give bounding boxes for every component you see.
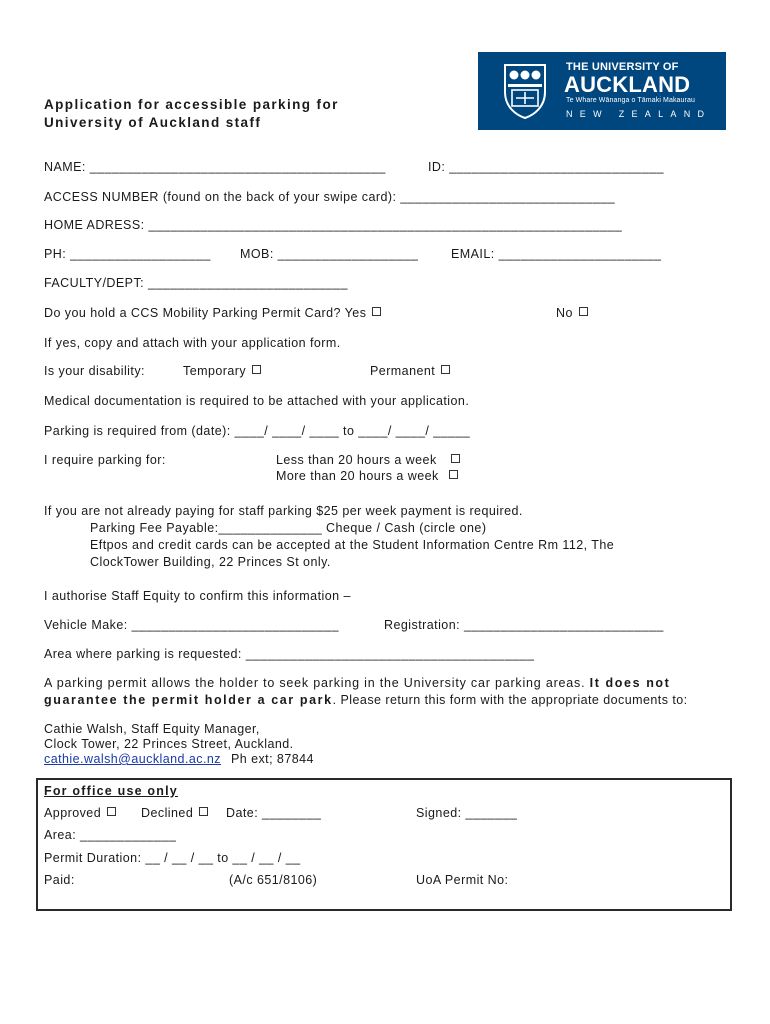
page-title — [44, 96, 444, 132]
contact-line — [44, 752, 314, 766]
permit-note-line-1 — [44, 676, 670, 690]
disability-temporary — [183, 364, 261, 378]
permit-note-text-2: . Please return this form with the appropriate documents to: — [332, 693, 688, 707]
faculty-field[interactable]: FACULTY/DEPT: ___________________________ — [44, 276, 348, 290]
office-signed-field[interactable]: Signed: _______ — [416, 806, 518, 820]
ccs-no-label: No — [556, 306, 573, 320]
more-than-20-checkbox[interactable] — [449, 470, 458, 479]
permanent-label: Permanent — [370, 364, 436, 378]
payment-line-3: Eftpos and credit cards can be accepted at the Student Information Centre Rm 112, The — [90, 538, 615, 552]
payment-line-1: If you are not already paying for staff parking $25 per week payment is required. — [44, 504, 523, 518]
declined-checkbox[interactable] — [199, 807, 208, 816]
more-than-20-label: More than 20 hours a week — [276, 469, 439, 483]
contact-phone: Ph ext; 87844 — [230, 752, 314, 766]
contact-address: Clock Tower, 22 Princes Street, Auckland. — [44, 737, 294, 751]
payment-line-4: ClockTower Building, 22 Princes St only. — [90, 555, 331, 569]
logo-line-1: THE UNIVERSITY OF — [566, 61, 679, 73]
contact-email-link[interactable]: cathie.walsh@auckland.ac.nz — [44, 752, 222, 766]
less-than-20-option — [276, 453, 460, 467]
attach-instruction: If yes, copy and attach with your application form. — [44, 336, 341, 350]
ccs-yes-checkbox[interactable] — [372, 307, 381, 316]
disability-permanent — [370, 364, 450, 378]
parking-area-field[interactable]: Area where parking is requested: _______________________________________ — [44, 647, 535, 661]
less-than-20-label: Less than 20 hours a week — [276, 453, 437, 467]
title-line-1: Application for accessible parking for — [44, 97, 339, 112]
approved-label: Approved — [44, 806, 102, 820]
vehicle-make-field[interactable]: Vehicle Make: ____________________________ — [44, 618, 339, 632]
university-logo — [478, 52, 726, 130]
temporary-label: Temporary — [183, 364, 247, 378]
authorise-statement: I authorise Staff Equity to confirm this information – — [44, 589, 351, 603]
phone-field[interactable]: PH: ___________________ — [44, 247, 211, 261]
declined-option — [141, 806, 208, 820]
access-number-field[interactable]: ACCESS NUMBER (found on the back of your swipe card): _____________________________ — [44, 190, 616, 204]
office-use-title: For office use only — [44, 784, 178, 798]
home-address-field[interactable]: HOME ADRESS: ________________________________________________________________ — [44, 218, 623, 232]
paid-label: Paid: — [44, 873, 75, 887]
less-than-20-checkbox[interactable] — [451, 454, 460, 463]
email-field[interactable]: EMAIL: ______________________ — [451, 247, 662, 261]
permit-number-field[interactable]: UoA Permit No: — [416, 873, 509, 887]
contact-name: Cathie Walsh, Staff Equity Manager, — [44, 722, 260, 736]
ccs-question — [44, 306, 381, 320]
approved-checkbox[interactable] — [107, 807, 116, 816]
office-date-field[interactable]: Date: ________ — [226, 806, 322, 820]
mobile-field[interactable]: MOB: ___________________ — [240, 247, 419, 261]
permit-note-bold-2: guarantee the permit holder a car park — [44, 693, 333, 707]
registration-field[interactable]: Registration: ___________________________ — [384, 618, 664, 632]
permit-note-text: A parking permit allows the holder to seek parking in the University car parking areas. — [44, 676, 586, 690]
ccs-question-label: Do you hold a CCS Mobility Parking Permit Card? Yes — [44, 306, 367, 320]
logo-line-3: Te Whare Wānanga o Tāmaki Makaurau — [566, 97, 695, 104]
require-for-label: I require parking for: — [44, 453, 166, 467]
ccs-no-checkbox[interactable] — [579, 307, 588, 316]
permanent-checkbox[interactable] — [441, 365, 450, 374]
name-field[interactable]: NAME: ________________________________________ — [44, 160, 386, 174]
ccs-no — [556, 306, 588, 320]
title-line-2: University of Auckland staff — [44, 115, 262, 130]
logo-line-4: NEW ZEALAND — [566, 109, 712, 119]
account-code: (A/c 651/8106) — [229, 873, 318, 887]
office-area-field[interactable]: Area: _____________ — [44, 828, 177, 842]
medical-note: Medical documentation is required to be attached with your application. — [44, 394, 470, 408]
id-field[interactable]: ID: _____________________________ — [428, 160, 664, 174]
more-than-20-option — [276, 469, 458, 483]
permit-note-bold: It does not — [589, 676, 671, 690]
approved-option — [44, 806, 116, 820]
payment-line-2[interactable]: Parking Fee Payable:______________ Cheque / Cash (circle one) — [90, 521, 487, 535]
declined-label: Declined — [141, 806, 194, 820]
permit-note-line-2 — [44, 693, 688, 707]
disability-label: Is your disability: — [44, 364, 145, 378]
permit-duration-field[interactable]: Permit Duration: __ / __ / __ to __ / __ / __ — [44, 851, 301, 865]
temporary-checkbox[interactable] — [252, 365, 261, 374]
parking-dates-field[interactable]: Parking is required from (date): ____/ ____/ ____ to ____/ ____/ _____ — [44, 424, 471, 438]
logo-line-2: AUCKLAND — [564, 72, 691, 97]
university-crest-icon — [500, 62, 550, 120]
